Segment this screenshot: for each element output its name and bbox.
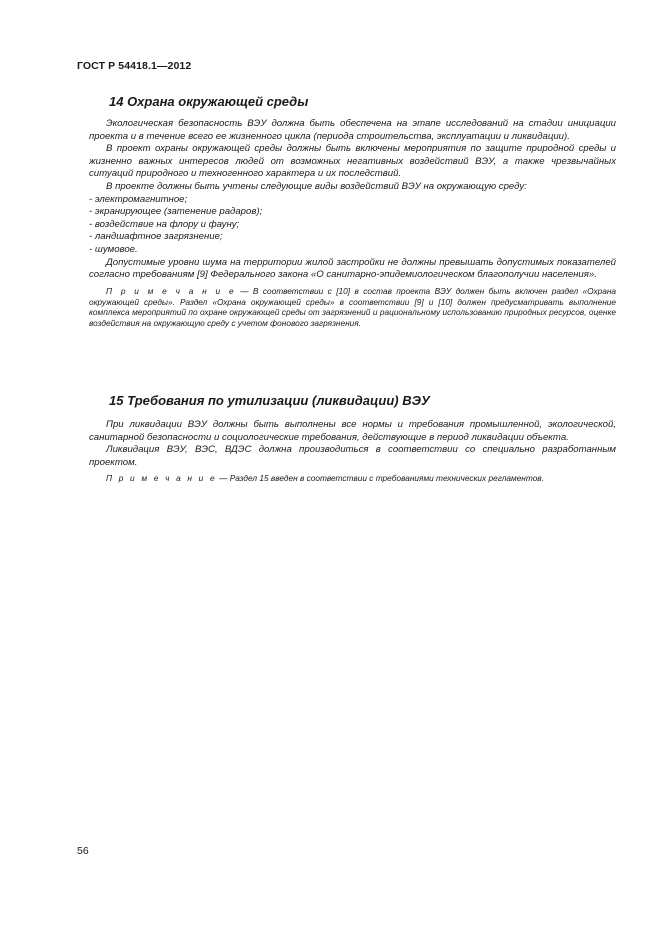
list-item: - экранирующее (затенение радаров); [89, 206, 263, 218]
section-14-note [89, 286, 616, 329]
section-15-paragraph-2: Ликвидация ВЭУ, ВЭС, ВДЭС должна производиться в соответствии со специально разработанным проектом. [89, 444, 616, 468]
note-label: П р и м е ч а н и е [106, 473, 217, 484]
list-item: - шумовое. [89, 243, 138, 255]
note-label: П р и м е ч а н и е [106, 285, 236, 296]
list-item: - электромагнитное; [89, 193, 188, 205]
section-15-paragraph-1: При ликвидации ВЭУ должны быть выполнены все нормы и требования промышленной, экологической, санитарной безопасности и социологические требования, действующие в период ликвидации объекта. [89, 419, 616, 443]
section-14-paragraph-1: Экологическая безопасность ВЭУ должна быть обеспечена на этапе исследований на стадии инициации проекта и в течение всего ее жизненного цикла (периода строительства, эксплуатации и ликвидации). [89, 118, 616, 142]
document-header: ГОСТ Р 54418.1—2012 [77, 60, 192, 72]
section-15-title: 15 Требования по утилизации (ликвидации) ВЭУ [109, 393, 430, 408]
section-14-body [89, 118, 616, 329]
list-item: - воздействие на флору и фауну; [89, 218, 240, 230]
section-15-body [89, 419, 616, 484]
list-item: - ландшафтное загрязнение; [89, 231, 223, 243]
section-14-title: 14 Охрана окружающей среды [109, 94, 309, 109]
note-text: — Раздел 15 введен в соответствии с требованиями технических регламентов. [216, 473, 544, 484]
note-text: — В соответствии с [10] в состав проекта ВЭУ должен быть включен раздел «Охрана окружающей среды». Раздел «Охрана окружающей среды» в соответствии [9] и [10] должен предусматривать выполнение комплекса мероприятий по охране окружающей среды от загрязнений и рациональному использованию природных ресурсов, оценке воздействия на окружающую среду с учетом фонового загрязнения. [89, 285, 616, 329]
impact-list [89, 194, 616, 257]
page-number: 56 [77, 845, 89, 857]
section-14-paragraph-2: В проект охраны окружающей среды должны быть включены мероприятия по защите природной среды и жизненно важных интересов людей от возможных негативных воздействий ВЭУ, а также чрезвычайных ситуаций природного и техногенного характера и их последствий. [89, 143, 616, 180]
section-15-note [89, 473, 616, 484]
section-14-paragraph-4: Допустимые уровни шума на территории жилой застройки не должны превышать допустимых показателей согласно требованиям [9] Федерального закона «О санитарно-эпидемиологическом благополучии населения». [89, 256, 616, 281]
section-14-paragraph-3: В проекте должны быть учтены следующие виды воздействий ВЭУ на окружающую среду: [106, 180, 527, 192]
